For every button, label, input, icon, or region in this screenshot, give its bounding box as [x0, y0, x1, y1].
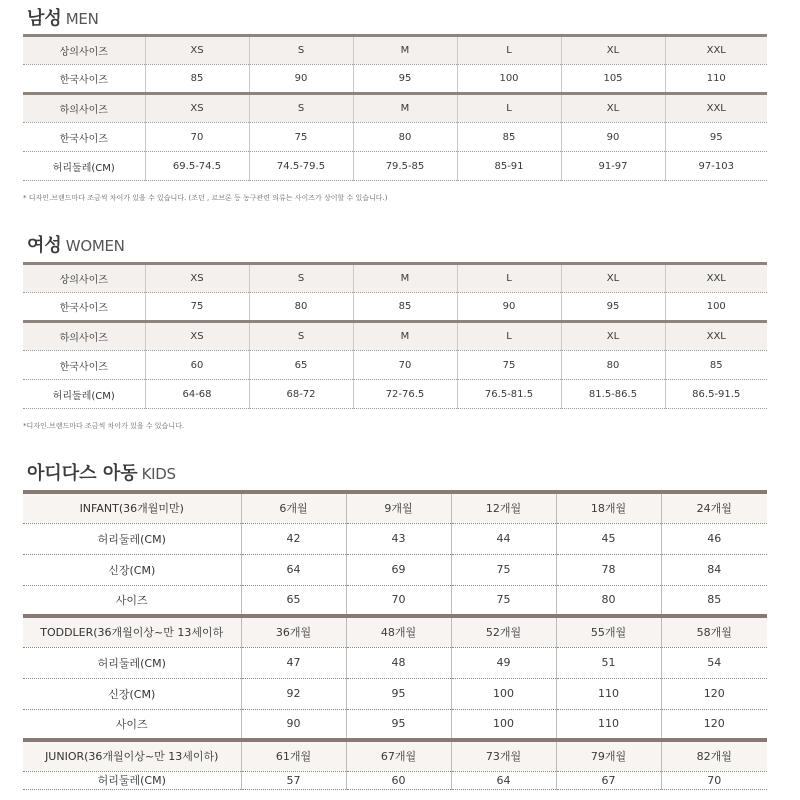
men-cell: XS	[145, 36, 249, 65]
kids-cell: 45	[556, 523, 661, 554]
women-size-table	[23, 262, 767, 409]
kids-cell: 90	[241, 709, 346, 740]
women-row-label: 하의사이즈	[23, 322, 145, 351]
men-cell: 85	[457, 123, 561, 152]
kids-cell: 84	[661, 554, 767, 585]
kids-cell: 70	[346, 585, 451, 616]
men-row-label: 한국사이즈	[23, 65, 145, 94]
women-cell: XL	[561, 322, 665, 351]
kids-row-label: 사이즈	[23, 585, 241, 616]
kids-cell: 120	[661, 709, 767, 740]
men-cell: 105	[561, 65, 665, 94]
women-section-title	[27, 231, 125, 257]
women-cell: 95	[561, 293, 665, 322]
kids-row-label: 허리둘레(CM)	[23, 647, 241, 678]
kids-cell: 58개월	[661, 616, 767, 647]
women-row-label: 허리둘레(CM)	[23, 380, 145, 409]
men-cell: XXL	[665, 36, 767, 65]
kids-cell: 80	[556, 585, 661, 616]
women-row-4	[23, 380, 767, 409]
men-cell: XL	[561, 94, 665, 123]
women-cell: XXL	[665, 264, 767, 293]
women-cell: 60	[145, 351, 249, 380]
men-row-1	[23, 65, 767, 94]
women-cell: L	[457, 322, 561, 351]
kids-cell: 120	[661, 678, 767, 709]
men-size-table	[23, 34, 767, 181]
men-row-label: 상의사이즈	[23, 36, 145, 65]
kids-cell: 85	[661, 585, 767, 616]
women-cell: 70	[353, 351, 457, 380]
women-row-label: 한국사이즈	[23, 293, 145, 322]
kids-cell: 69	[346, 554, 451, 585]
kids-cell: 6개월	[241, 492, 346, 523]
kids-row-label: 신장(CM)	[23, 554, 241, 585]
men-row-label: 하의사이즈	[23, 94, 145, 123]
women-cell: 85	[665, 351, 767, 380]
kids-cell: 82개월	[661, 740, 767, 771]
kids-cell: 47	[241, 647, 346, 678]
men-cell: 80	[353, 123, 457, 152]
women-row-label: 한국사이즈	[23, 351, 145, 380]
kids-row-1	[23, 523, 767, 554]
kids-size-table	[23, 490, 767, 790]
kids-cell: 100	[451, 709, 556, 740]
kids-row-label: INFANT(36개월미만)	[23, 492, 241, 523]
men-row-3	[23, 123, 767, 152]
women-cell: XS	[145, 322, 249, 351]
kids-cell: 95	[346, 709, 451, 740]
men-row-label: 한국사이즈	[23, 123, 145, 152]
men-cell: S	[249, 94, 353, 123]
men-cell: S	[249, 36, 353, 65]
kids-cell: 61개월	[241, 740, 346, 771]
women-cell: 81.5-86.5	[561, 380, 665, 409]
women-cell: 65	[249, 351, 353, 380]
women-title-en: WOMEN	[65, 237, 125, 255]
kids-row-8	[23, 740, 767, 771]
women-cell: XL	[561, 264, 665, 293]
men-title-ko: 남성	[27, 8, 62, 29]
kids-row-9	[23, 771, 767, 789]
men-cell: 85	[145, 65, 249, 94]
women-cell: 90	[457, 293, 561, 322]
kids-cell: 48개월	[346, 616, 451, 647]
men-cell: L	[457, 94, 561, 123]
kids-cell: 12개월	[451, 492, 556, 523]
men-cell: L	[457, 36, 561, 65]
kids-cell: 60	[346, 771, 451, 789]
men-row-2	[23, 94, 767, 123]
women-cell: 75	[145, 293, 249, 322]
kids-cell: 46	[661, 523, 767, 554]
kids-row-5	[23, 647, 767, 678]
men-row-0	[23, 36, 767, 65]
kids-cell: 75	[451, 554, 556, 585]
kids-row-label: 사이즈	[23, 709, 241, 740]
kids-cell: 67	[556, 771, 661, 789]
women-cell: XXL	[665, 322, 767, 351]
kids-cell: 36개월	[241, 616, 346, 647]
kids-cell: 75	[451, 585, 556, 616]
kids-cell: 43	[346, 523, 451, 554]
men-cell: XL	[561, 36, 665, 65]
kids-cell: 55개월	[556, 616, 661, 647]
men-cell: 69.5-74.5	[145, 152, 249, 181]
women-row-label: 상의사이즈	[23, 264, 145, 293]
kids-row-6	[23, 678, 767, 709]
kids-cell: 65	[241, 585, 346, 616]
kids-cell: 100	[451, 678, 556, 709]
men-cell: 97-103	[665, 152, 767, 181]
men-cell: 79.5-85	[353, 152, 457, 181]
women-cell: M	[353, 264, 457, 293]
kids-row-3	[23, 585, 767, 616]
kids-row-4	[23, 616, 767, 647]
kids-row-2	[23, 554, 767, 585]
kids-section-title	[27, 459, 176, 485]
kids-cell: 92	[241, 678, 346, 709]
kids-row-0	[23, 492, 767, 523]
men-cell: 110	[665, 65, 767, 94]
kids-cell: 24개월	[661, 492, 767, 523]
kids-cell: 44	[451, 523, 556, 554]
kids-cell: 110	[556, 678, 661, 709]
kids-cell: 78	[556, 554, 661, 585]
women-row-1	[23, 293, 767, 322]
women-cell: 75	[457, 351, 561, 380]
women-cell: 76.5-81.5	[457, 380, 561, 409]
men-cell: XS	[145, 94, 249, 123]
women-row-2	[23, 322, 767, 351]
women-cell: 86.5-91.5	[665, 380, 767, 409]
kids-cell: 54	[661, 647, 767, 678]
women-cell: M	[353, 322, 457, 351]
kids-cell: 52개월	[451, 616, 556, 647]
men-row-4	[23, 152, 767, 181]
women-note: *디자인.브랜드마다 조금씩 차이가 있을 수 있습니다.	[23, 422, 185, 430]
women-cell: S	[249, 322, 353, 351]
men-cell: 74.5-79.5	[249, 152, 353, 181]
kids-cell: 95	[346, 678, 451, 709]
men-cell: 100	[457, 65, 561, 94]
kids-row-label: JUNIOR(36개월이상~만 13세이하)	[23, 740, 241, 771]
kids-title-en: KIDS	[141, 465, 176, 483]
kids-cell: 48	[346, 647, 451, 678]
kids-cell: 64	[241, 554, 346, 585]
women-row-0	[23, 264, 767, 293]
kids-cell: 79개월	[556, 740, 661, 771]
women-row-3	[23, 351, 767, 380]
kids-row-label: 신장(CM)	[23, 678, 241, 709]
women-cell: L	[457, 264, 561, 293]
men-note: * 디자인.브랜드마다 조금씩 차이가 있을 수 있습니다. (조던 , 르브론 등 농구관련 의류는 사이즈가 상이할 수 있습니다.)	[23, 194, 388, 202]
kids-cell: 110	[556, 709, 661, 740]
men-row-label: 허리둘레(CM)	[23, 152, 145, 181]
men-cell: 95	[665, 123, 767, 152]
women-cell: 100	[665, 293, 767, 322]
kids-row-label: 허리둘레(CM)	[23, 771, 241, 789]
kids-row-7	[23, 709, 767, 740]
men-cell: 95	[353, 65, 457, 94]
men-title-en: MEN	[65, 10, 99, 28]
kids-cell: 64	[451, 771, 556, 789]
men-cell: 91-97	[561, 152, 665, 181]
kids-cell: 67개월	[346, 740, 451, 771]
men-cell: 75	[249, 123, 353, 152]
women-cell: 64-68	[145, 380, 249, 409]
men-cell: 90	[561, 123, 665, 152]
women-cell: XS	[145, 264, 249, 293]
kids-title-ko: 아디다스 아동	[27, 463, 138, 484]
kids-cell: 57	[241, 771, 346, 789]
women-cell: 85	[353, 293, 457, 322]
women-cell: S	[249, 264, 353, 293]
kids-row-label: 허리둘레(CM)	[23, 523, 241, 554]
women-cell: 72-76.5	[353, 380, 457, 409]
kids-cell: 18개월	[556, 492, 661, 523]
men-cell: 90	[249, 65, 353, 94]
men-cell: 70	[145, 123, 249, 152]
women-cell: 68-72	[249, 380, 353, 409]
kids-row-label: TODDLER(36개월이상~만 13세이하	[23, 616, 241, 647]
men-cell: XXL	[665, 94, 767, 123]
men-cell: 85-91	[457, 152, 561, 181]
men-cell: M	[353, 94, 457, 123]
women-cell: 80	[249, 293, 353, 322]
kids-cell: 42	[241, 523, 346, 554]
kids-cell: 9개월	[346, 492, 451, 523]
women-title-ko: 여성	[27, 235, 62, 256]
kids-cell: 51	[556, 647, 661, 678]
women-cell: 80	[561, 351, 665, 380]
kids-cell: 73개월	[451, 740, 556, 771]
men-section-title	[27, 4, 99, 30]
kids-cell: 70	[661, 771, 767, 789]
kids-cell: 49	[451, 647, 556, 678]
men-cell: M	[353, 36, 457, 65]
